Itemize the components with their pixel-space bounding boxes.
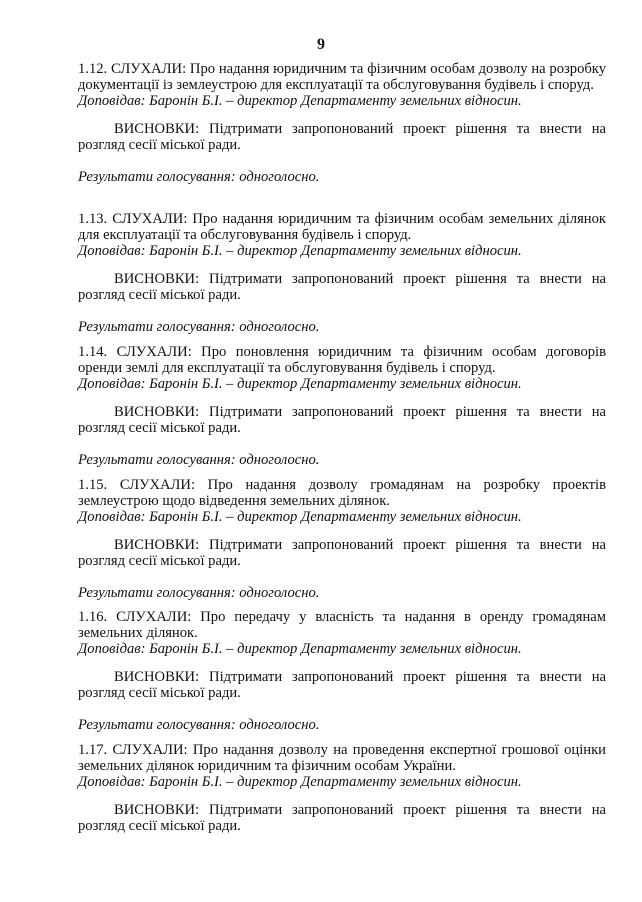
conclusion-text: ВИСНОВКИ: Підтримати запропонований проект рішення та внести на розгляд сесії міської ради.	[78, 537, 606, 569]
agenda-item-1-12	[78, 61, 606, 185]
conclusion-text: ВИСНОВКИ: Підтримати запропонований проект рішення та внести на розгляд сесії міської ради.	[78, 669, 606, 701]
reporter-text: Доповідав: Баронін Б.І. – директор Департаменту земельних відносин.	[78, 93, 522, 109]
voting-results: Результати голосування: одноголосно.	[78, 169, 320, 185]
agenda-item-1-15	[78, 477, 606, 601]
heard-text: 1.16. СЛУХАЛИ: Про передачу у власність та надання в оренду громадянам земельних ділянок.	[78, 609, 606, 641]
conclusion-text: ВИСНОВКИ: Підтримати запропонований проект рішення та внести на розгляд сесії міської ради.	[78, 404, 606, 436]
reporter-text: Доповідав: Баронін Б.І. – директор Департаменту земельних відносин.	[78, 376, 522, 392]
voting-results: Результати голосування: одноголосно.	[78, 717, 320, 733]
reporter-text: Доповідав: Баронін Б.І. – директор Департаменту земельних відносин.	[78, 641, 522, 657]
agenda-item-1-14	[78, 344, 606, 468]
conclusion-text: ВИСНОВКИ: Підтримати запропонований проект рішення та внести на розгляд сесії міської ради.	[78, 121, 606, 153]
conclusion-text: ВИСНОВКИ: Підтримати запропонований проект рішення та внести на розгляд сесії міської ради.	[78, 271, 606, 303]
reporter-text: Доповідав: Баронін Б.І. – директор Департаменту земельних відносин.	[78, 774, 522, 790]
page-number: 9	[317, 36, 325, 53]
heard-text: 1.12. СЛУХАЛИ: Про надання юридичним та фізичним особам дозволу на розробку документації із землеустрою для експлуатації та обслуговування будівель і споруд.	[78, 61, 606, 93]
agenda-item-1-17	[78, 742, 606, 834]
agenda-item-1-16	[78, 609, 606, 733]
reporter-text: Доповідав: Баронін Б.І. – директор Департаменту земельних відносин.	[78, 509, 522, 525]
voting-results: Результати голосування: одноголосно.	[78, 585, 320, 601]
reporter-text: Доповідав: Баронін Б.І. – директор Департаменту земельних відносин.	[78, 243, 522, 259]
voting-results: Результати голосування: одноголосно.	[78, 319, 320, 335]
heard-text: 1.17. СЛУХАЛИ: Про надання дозволу на проведення експертної грошової оцінки земельних ділянок юридичним та фізичним особам України.	[78, 742, 606, 774]
voting-results: Результати голосування: одноголосно.	[78, 452, 320, 468]
heard-text: 1.14. СЛУХАЛИ: Про поновлення юридичним та фізичним особам договорів оренди землі для експлуатації та обслуговування будівель і споруд.	[78, 344, 606, 376]
conclusion-text: ВИСНОВКИ: Підтримати запропонований проект рішення та внести на розгляд сесії міської ради.	[78, 802, 606, 834]
heard-text: 1.13. СЛУХАЛИ: Про надання юридичним та фізичним особам земельних ділянок для експлуатації та обслуговування будівель і споруд.	[78, 211, 606, 243]
heard-text: 1.15. СЛУХАЛИ: Про надання дозволу громадянам на розробку проектів землеустрою щодо відведення земельних ділянок.	[78, 477, 606, 509]
agenda-item-1-13	[78, 211, 606, 335]
